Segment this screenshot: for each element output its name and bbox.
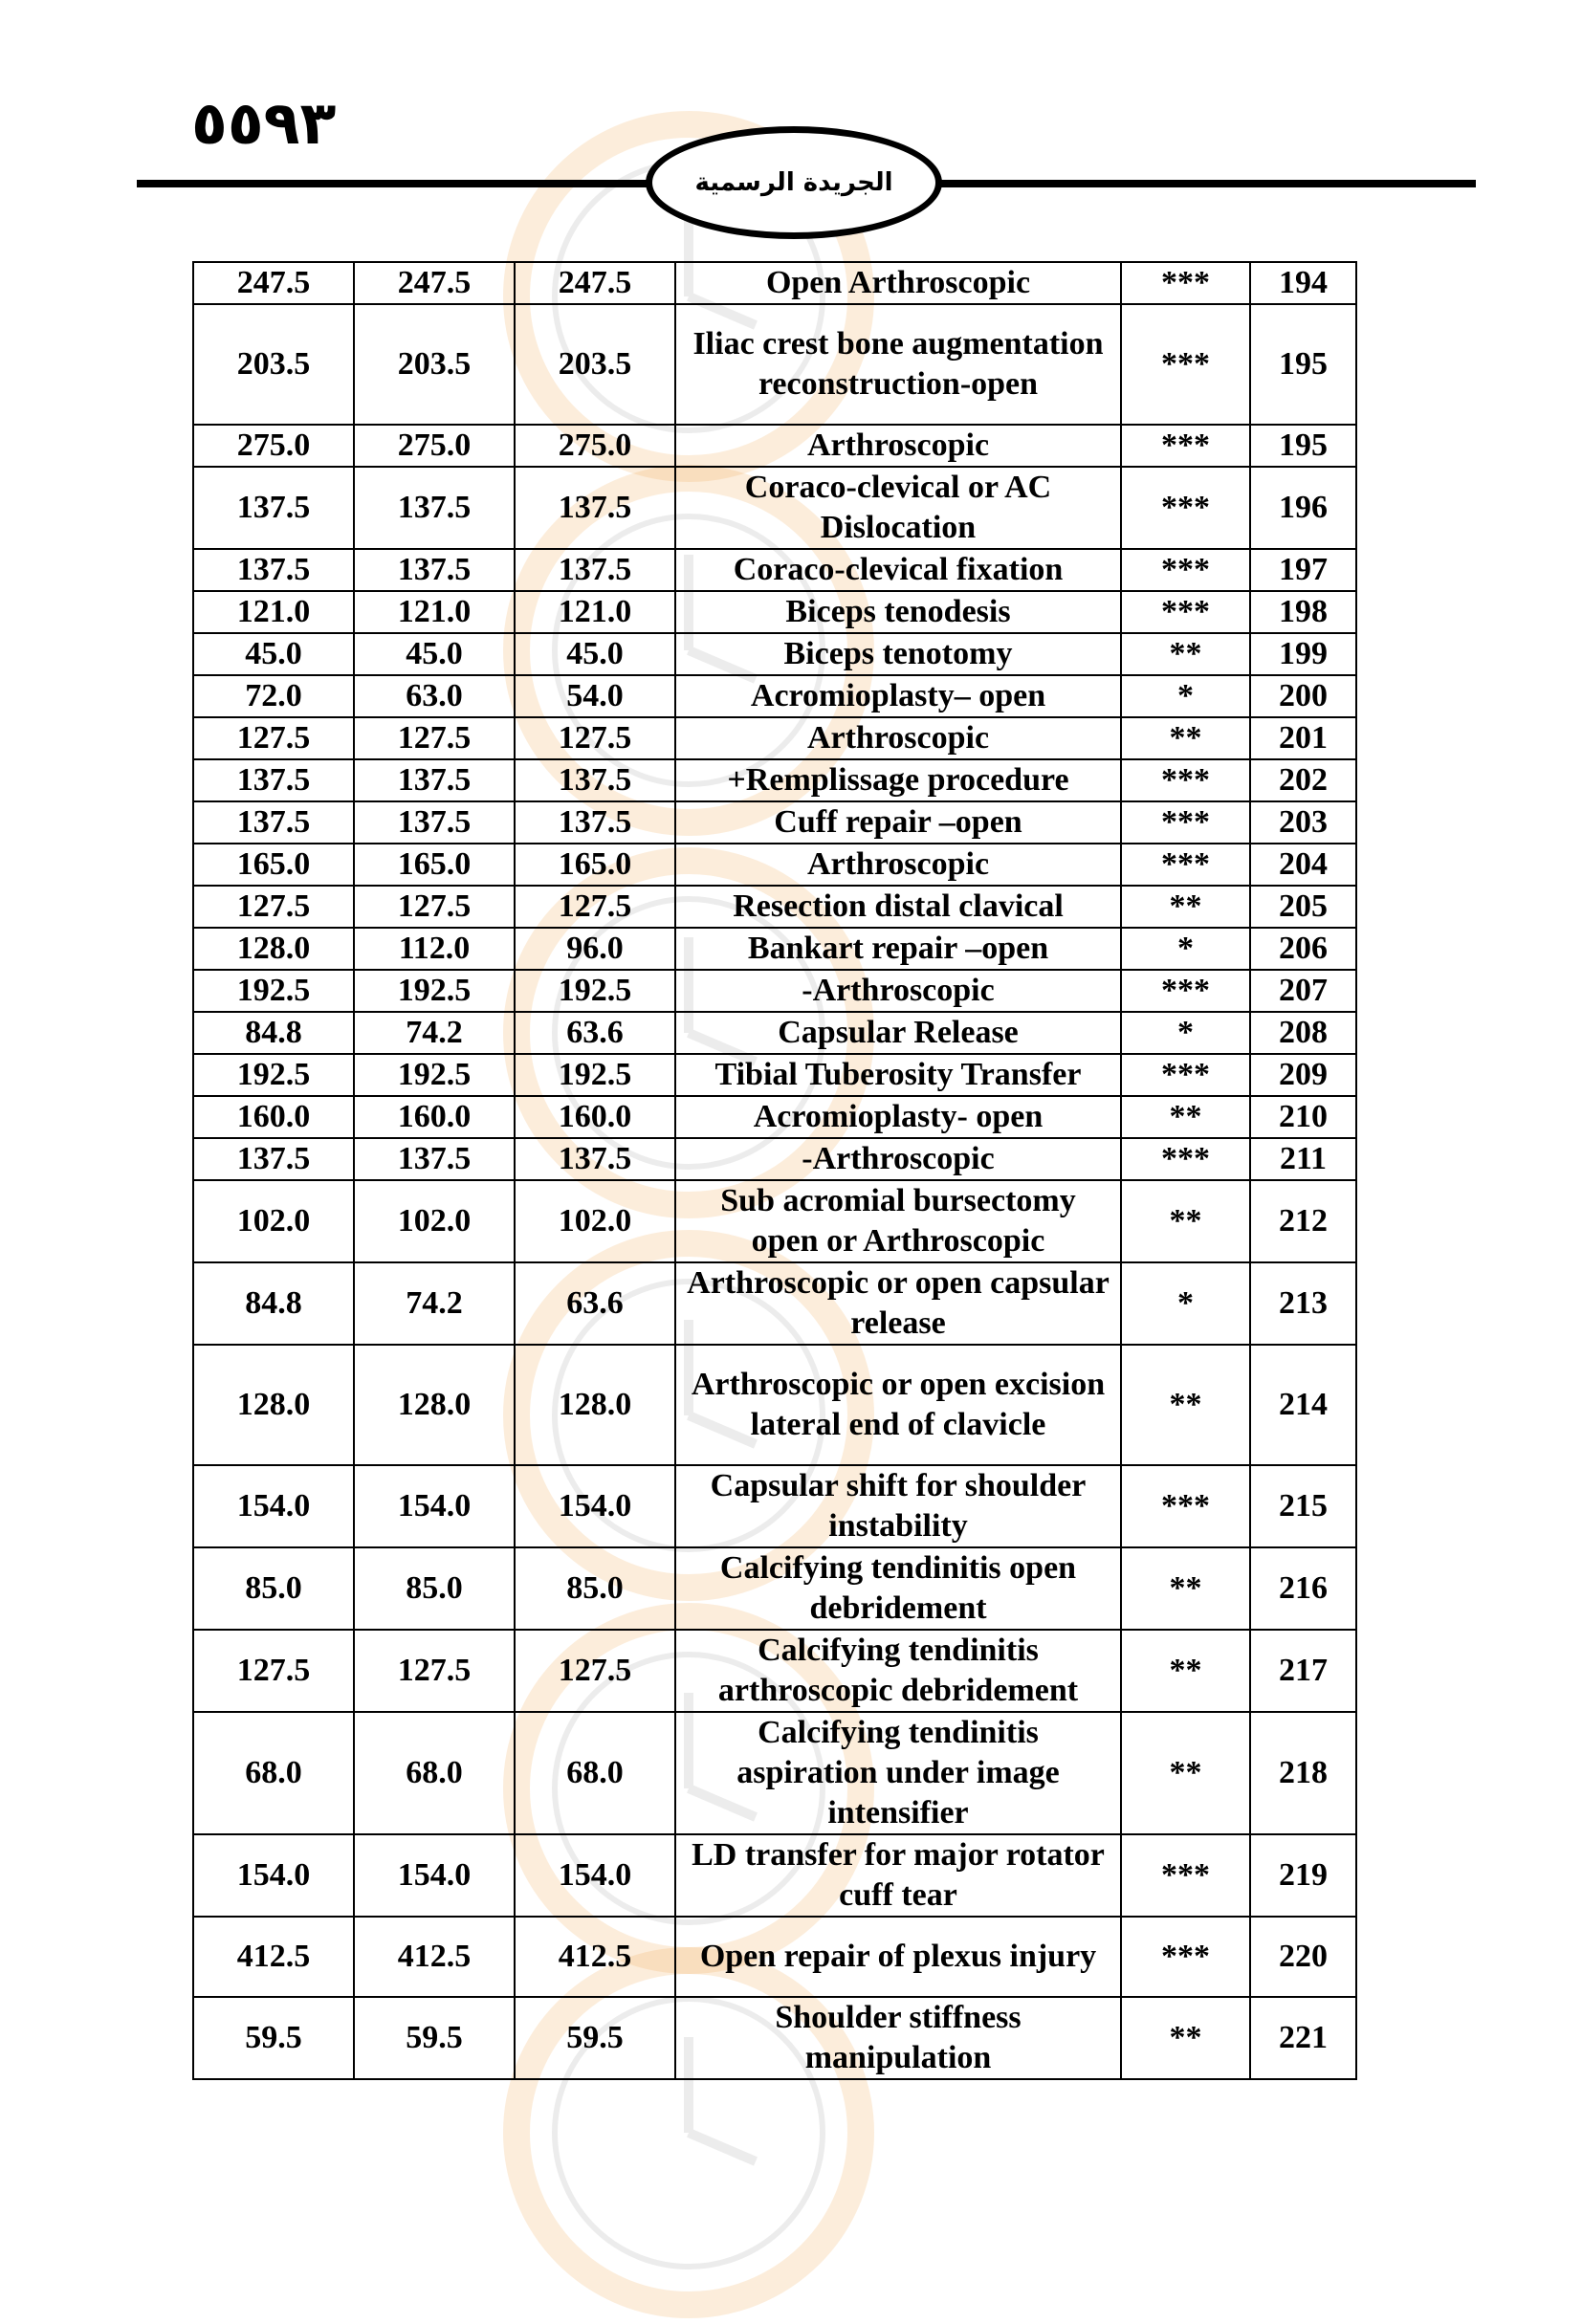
- fee-b-cell: 275.0: [354, 425, 515, 467]
- fee-a-cell: 59.5: [193, 1997, 354, 2079]
- fee-c-cell: 137.5: [515, 759, 675, 801]
- procedure-cell: Biceps tenotomy: [675, 633, 1121, 675]
- procedure-cell: Arthroscopic: [675, 844, 1121, 886]
- class-cell: ***: [1121, 844, 1250, 886]
- table-row: [193, 1138, 1356, 1180]
- class-cell: ***: [1121, 591, 1250, 633]
- procedure-cell: Bankart repair –open: [675, 928, 1121, 970]
- procedure-cell: Arthroscopic: [675, 425, 1121, 467]
- class-cell: **: [1121, 1345, 1250, 1465]
- fee-a-cell: 192.5: [193, 1054, 354, 1096]
- code-cell: 197: [1250, 549, 1356, 591]
- fee-c-cell: 203.5: [515, 304, 675, 425]
- class-cell: **: [1121, 633, 1250, 675]
- table-row: [193, 1345, 1356, 1465]
- table-row: [193, 717, 1356, 759]
- class-cell: ***: [1121, 467, 1250, 549]
- code-cell: 198: [1250, 591, 1356, 633]
- code-cell: 194: [1250, 262, 1356, 304]
- fee-b-cell: 192.5: [354, 970, 515, 1012]
- fee-b-cell: 127.5: [354, 886, 515, 928]
- procedure-cell: Arthroscopic or open excision lateral end of clavicle: [675, 1345, 1121, 1465]
- fee-c-cell: 275.0: [515, 425, 675, 467]
- code-cell: 199: [1250, 633, 1356, 675]
- code-cell: 218: [1250, 1712, 1356, 1834]
- fee-a-cell: 154.0: [193, 1465, 354, 1547]
- class-cell: **: [1121, 1096, 1250, 1138]
- class-cell: *: [1121, 1262, 1250, 1345]
- fee-b-cell: 102.0: [354, 1180, 515, 1262]
- table-row: [193, 801, 1356, 844]
- table-row: [193, 1997, 1356, 2079]
- fee-b-cell: 137.5: [354, 467, 515, 549]
- fee-b-cell: 128.0: [354, 1345, 515, 1465]
- fee-a-cell: 137.5: [193, 759, 354, 801]
- code-cell: 195: [1250, 425, 1356, 467]
- procedure-cell: -Arthroscopic: [675, 970, 1121, 1012]
- fee-a-cell: 72.0: [193, 675, 354, 717]
- class-cell: **: [1121, 1630, 1250, 1712]
- fee-a-cell: 137.5: [193, 1138, 354, 1180]
- class-cell: **: [1121, 1997, 1250, 2079]
- table-row: [193, 844, 1356, 886]
- fee-c-cell: 127.5: [515, 886, 675, 928]
- fee-b-cell: 203.5: [354, 304, 515, 425]
- code-cell: 196: [1250, 467, 1356, 549]
- procedure-cell: Coraco-clevical or AC Dislocation: [675, 467, 1121, 549]
- fee-b-cell: 59.5: [354, 1997, 515, 2079]
- fee-c-cell: 128.0: [515, 1345, 675, 1465]
- table-row: [193, 1630, 1356, 1712]
- fee-b-cell: 85.0: [354, 1547, 515, 1630]
- procedure-cell: Calcifying tendinitis open debridement: [675, 1547, 1121, 1630]
- fee-b-cell: 112.0: [354, 928, 515, 970]
- fee-c-cell: 127.5: [515, 1630, 675, 1712]
- fee-b-cell: 154.0: [354, 1465, 515, 1547]
- class-cell: ***: [1121, 549, 1250, 591]
- fee-b-cell: 137.5: [354, 549, 515, 591]
- code-cell: 220: [1250, 1917, 1356, 1997]
- fee-a-cell: 412.5: [193, 1917, 354, 1997]
- fee-a-cell: 121.0: [193, 591, 354, 633]
- class-cell: *: [1121, 928, 1250, 970]
- class-cell: ***: [1121, 304, 1250, 425]
- code-cell: 203: [1250, 801, 1356, 844]
- procedure-cell: Sub acromial bursectomy open or Arthroscopic: [675, 1180, 1121, 1262]
- code-cell: 205: [1250, 886, 1356, 928]
- fee-c-cell: 192.5: [515, 970, 675, 1012]
- fee-a-cell: 154.0: [193, 1834, 354, 1917]
- procedure-cell: Resection distal clavical: [675, 886, 1121, 928]
- fee-a-cell: 160.0: [193, 1096, 354, 1138]
- table-row: [193, 928, 1356, 970]
- table-row: [193, 1917, 1356, 1997]
- fee-b-cell: 412.5: [354, 1917, 515, 1997]
- fee-b-cell: 121.0: [354, 591, 515, 633]
- gazette-header-badge: [646, 126, 942, 239]
- code-cell: 202: [1250, 759, 1356, 801]
- fee-b-cell: 137.5: [354, 1138, 515, 1180]
- class-cell: ***: [1121, 1917, 1250, 1997]
- code-cell: 213: [1250, 1262, 1356, 1345]
- fee-a-cell: 84.8: [193, 1262, 354, 1345]
- procedure-cell: Arthroscopic or open capsular release: [675, 1262, 1121, 1345]
- procedure-cell: Tibial Tuberosity Transfer: [675, 1054, 1121, 1096]
- fee-c-cell: 54.0: [515, 675, 675, 717]
- table-row: [193, 886, 1356, 928]
- fee-b-cell: 74.2: [354, 1262, 515, 1345]
- fee-c-cell: 63.6: [515, 1262, 675, 1345]
- code-cell: 215: [1250, 1465, 1356, 1547]
- fee-a-cell: 127.5: [193, 717, 354, 759]
- class-cell: ***: [1121, 970, 1250, 1012]
- class-cell: **: [1121, 717, 1250, 759]
- procedure-cell: Shoulder stiffness manipulation: [675, 1997, 1121, 2079]
- fee-a-cell: 137.5: [193, 801, 354, 844]
- fee-b-cell: 154.0: [354, 1834, 515, 1917]
- class-cell: **: [1121, 1712, 1250, 1834]
- class-cell: ***: [1121, 425, 1250, 467]
- class-cell: ***: [1121, 759, 1250, 801]
- table-row: [193, 549, 1356, 591]
- fee-b-cell: 127.5: [354, 1630, 515, 1712]
- table-row: [193, 1834, 1356, 1917]
- class-cell: **: [1121, 886, 1250, 928]
- class-cell: *: [1121, 675, 1250, 717]
- fee-a-cell: 137.5: [193, 549, 354, 591]
- fee-c-cell: 154.0: [515, 1465, 675, 1547]
- fee-a-cell: 84.8: [193, 1012, 354, 1054]
- class-cell: ***: [1121, 1465, 1250, 1547]
- fee-b-cell: 137.5: [354, 801, 515, 844]
- fee-a-cell: 203.5: [193, 304, 354, 425]
- class-cell: **: [1121, 1180, 1250, 1262]
- code-cell: 221: [1250, 1997, 1356, 2079]
- code-cell: 195: [1250, 304, 1356, 425]
- fee-c-cell: 121.0: [515, 591, 675, 633]
- fee-a-cell: 45.0: [193, 633, 354, 675]
- table-row: [193, 1180, 1356, 1262]
- code-cell: 206: [1250, 928, 1356, 970]
- procedure-cell: Acromioplasty- open: [675, 1096, 1121, 1138]
- fee-b-cell: 192.5: [354, 1054, 515, 1096]
- fee-c-cell: 137.5: [515, 801, 675, 844]
- table-row: [193, 1465, 1356, 1547]
- code-cell: 209: [1250, 1054, 1356, 1096]
- table-row: [193, 262, 1356, 304]
- fee-c-cell: 412.5: [515, 1917, 675, 1997]
- procedure-cell: -Arthroscopic: [675, 1138, 1121, 1180]
- fee-c-cell: 137.5: [515, 1138, 675, 1180]
- class-cell: ***: [1121, 801, 1250, 844]
- procedure-cell: Open Arthroscopic: [675, 262, 1121, 304]
- fee-b-cell: 165.0: [354, 844, 515, 886]
- fee-a-cell: 85.0: [193, 1547, 354, 1630]
- fee-a-cell: 127.5: [193, 886, 354, 928]
- table-row: [193, 1096, 1356, 1138]
- fee-c-cell: 127.5: [515, 717, 675, 759]
- fee-b-cell: 247.5: [354, 262, 515, 304]
- fee-c-cell: 192.5: [515, 1054, 675, 1096]
- code-cell: 216: [1250, 1547, 1356, 1630]
- fee-c-cell: 160.0: [515, 1096, 675, 1138]
- class-cell: **: [1121, 1547, 1250, 1630]
- procedure-cell: Capsular Release: [675, 1012, 1121, 1054]
- fee-b-cell: 160.0: [354, 1096, 515, 1138]
- code-cell: 217: [1250, 1630, 1356, 1712]
- code-cell: 208: [1250, 1012, 1356, 1054]
- fee-c-cell: 59.5: [515, 1997, 675, 2079]
- procedure-cell: Calcifying tendinitis arthroscopic debridement: [675, 1630, 1121, 1712]
- fee-a-cell: 102.0: [193, 1180, 354, 1262]
- page-number: ٥٥٩٣: [191, 88, 337, 158]
- procedure-cell: Iliac crest bone augmentation reconstruction-open: [675, 304, 1121, 425]
- table-row: [193, 1054, 1356, 1096]
- table-row: [193, 970, 1356, 1012]
- procedure-cell: Acromioplasty– open: [675, 675, 1121, 717]
- fee-c-cell: 247.5: [515, 262, 675, 304]
- code-cell: 201: [1250, 717, 1356, 759]
- code-cell: 210: [1250, 1096, 1356, 1138]
- class-cell: ***: [1121, 1054, 1250, 1096]
- fee-a-cell: 128.0: [193, 1345, 354, 1465]
- class-cell: *: [1121, 1012, 1250, 1054]
- fee-a-cell: 68.0: [193, 1712, 354, 1834]
- code-cell: 219: [1250, 1834, 1356, 1917]
- table-row: [193, 467, 1356, 549]
- code-cell: 200: [1250, 675, 1356, 717]
- fee-c-cell: 102.0: [515, 1180, 675, 1262]
- fee-c-cell: 96.0: [515, 928, 675, 970]
- procedure-cell: Arthroscopic: [675, 717, 1121, 759]
- procedure-cell: +Remplissage procedure: [675, 759, 1121, 801]
- class-cell: ***: [1121, 1138, 1250, 1180]
- fee-a-cell: 247.5: [193, 262, 354, 304]
- fees-table: [192, 261, 1357, 2080]
- gazette-title: الجريدة الرسمية: [694, 168, 893, 197]
- code-cell: 211: [1250, 1138, 1356, 1180]
- table-row: [193, 425, 1356, 467]
- table-row: [193, 1012, 1356, 1054]
- fee-c-cell: 154.0: [515, 1834, 675, 1917]
- fee-c-cell: 63.6: [515, 1012, 675, 1054]
- code-cell: 207: [1250, 970, 1356, 1012]
- fee-b-cell: 68.0: [354, 1712, 515, 1834]
- fee-b-cell: 127.5: [354, 717, 515, 759]
- class-cell: ***: [1121, 1834, 1250, 1917]
- procedure-cell: Biceps tenodesis: [675, 591, 1121, 633]
- fee-a-cell: 128.0: [193, 928, 354, 970]
- fee-a-cell: 275.0: [193, 425, 354, 467]
- fee-a-cell: 137.5: [193, 467, 354, 549]
- procedure-cell: Cuff repair –open: [675, 801, 1121, 844]
- table-row: [193, 304, 1356, 425]
- fee-b-cell: 137.5: [354, 759, 515, 801]
- procedure-cell: Calcifying tendinitis aspiration under image intensifier: [675, 1712, 1121, 1834]
- table-row: [193, 591, 1356, 633]
- fee-c-cell: 45.0: [515, 633, 675, 675]
- fee-c-cell: 137.5: [515, 549, 675, 591]
- fee-b-cell: 63.0: [354, 675, 515, 717]
- fee-a-cell: 165.0: [193, 844, 354, 886]
- procedure-cell: Open repair of plexus injury: [675, 1917, 1121, 1997]
- fee-c-cell: 165.0: [515, 844, 675, 886]
- fee-b-cell: 45.0: [354, 633, 515, 675]
- fee-c-cell: 68.0: [515, 1712, 675, 1834]
- fee-b-cell: 74.2: [354, 1012, 515, 1054]
- table-row: [193, 759, 1356, 801]
- code-cell: 212: [1250, 1180, 1356, 1262]
- fee-a-cell: 127.5: [193, 1630, 354, 1712]
- procedure-cell: Coraco-clevical fixation: [675, 549, 1121, 591]
- table-row: [193, 1262, 1356, 1345]
- table-row: [193, 675, 1356, 717]
- table-row: [193, 633, 1356, 675]
- fee-c-cell: 137.5: [515, 467, 675, 549]
- procedure-cell: Capsular shift for shoulder instability: [675, 1465, 1121, 1547]
- code-cell: 214: [1250, 1345, 1356, 1465]
- code-cell: 204: [1250, 844, 1356, 886]
- fee-c-cell: 85.0: [515, 1547, 675, 1630]
- procedure-cell: LD transfer for major rotator cuff tear: [675, 1834, 1121, 1917]
- fees-table-body: [193, 262, 1356, 2079]
- table-row: [193, 1712, 1356, 1834]
- table-row: [193, 1547, 1356, 1630]
- fee-a-cell: 192.5: [193, 970, 354, 1012]
- class-cell: ***: [1121, 262, 1250, 304]
